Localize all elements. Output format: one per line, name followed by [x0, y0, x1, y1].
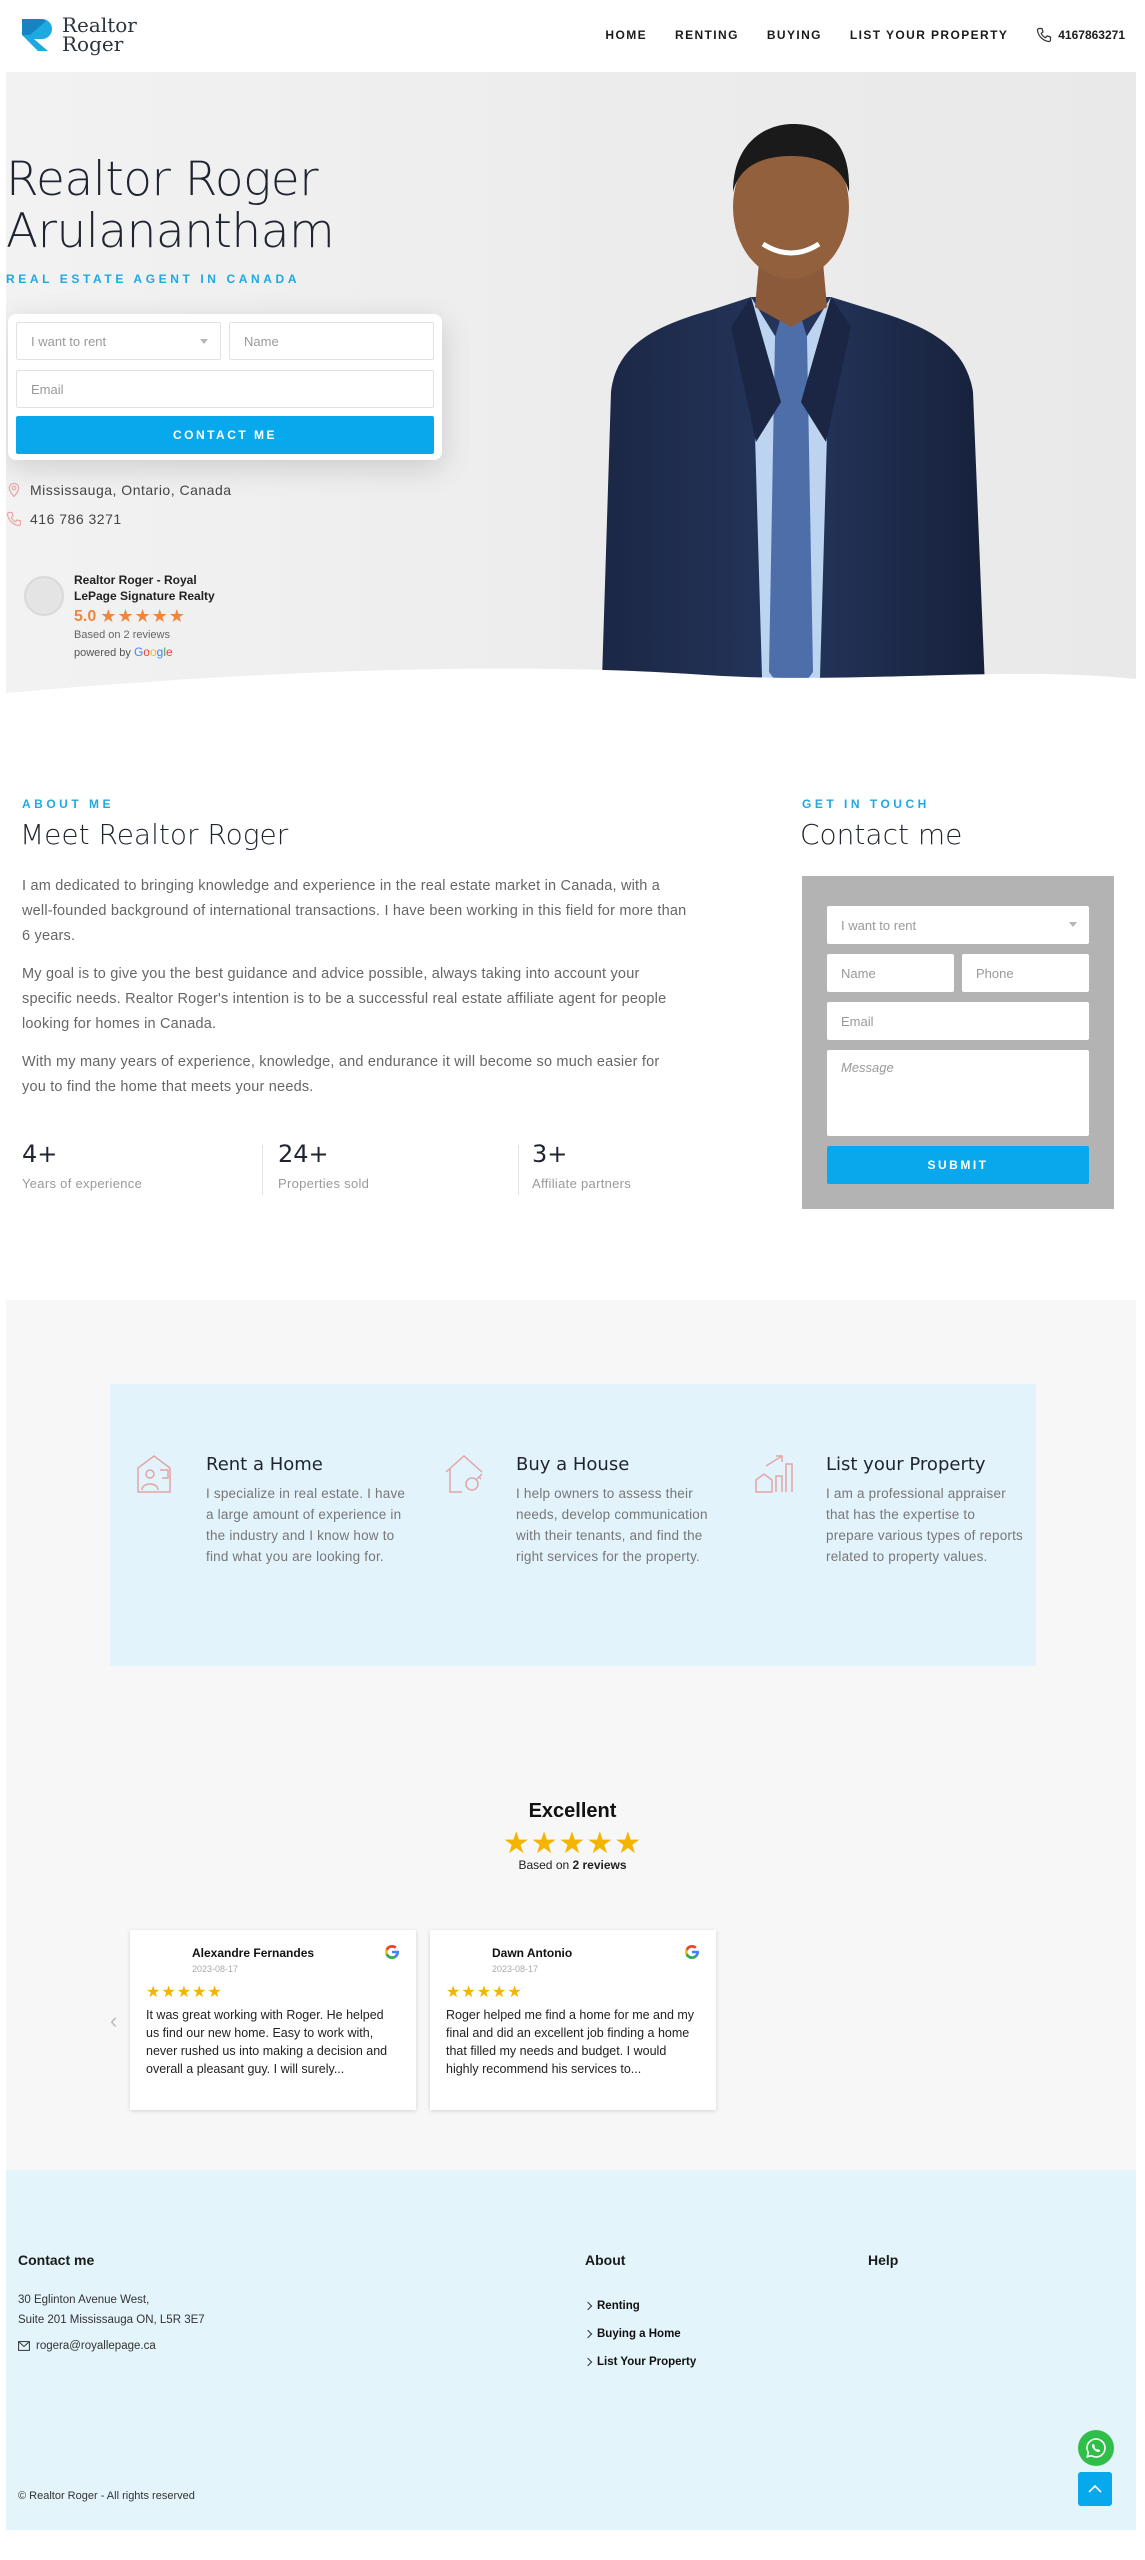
submit-button[interactable]: SUBMIT	[827, 1146, 1089, 1184]
stat-years	[22, 1140, 142, 1191]
phone-icon	[1036, 27, 1052, 43]
google-letter: l	[163, 645, 167, 659]
service-title: Buy a House	[516, 1454, 630, 1475]
footer-link-label: Buying a Home	[597, 2328, 681, 2340]
hero-title	[6, 154, 334, 258]
hero-email-input[interactable]: Email	[16, 370, 434, 408]
google-letter: o	[143, 645, 150, 659]
stat-divider	[518, 1145, 519, 1195]
review-card[interactable]	[130, 1930, 416, 2110]
nav-phone-number: 4167863271	[1058, 28, 1125, 42]
list-property-icon	[752, 1452, 796, 1496]
hero-phone-text: 416 786 3271	[30, 511, 122, 527]
reviews-summary-title: Excellent	[528, 1800, 617, 1822]
about-title: Meet Realtor Roger	[20, 818, 289, 851]
scroll-to-top-button[interactable]	[1078, 2472, 1112, 2506]
badge-score: 5.0	[74, 607, 97, 625]
stat-label: Affiliate partners	[532, 1176, 632, 1191]
stat-number: 4+	[22, 1140, 58, 1168]
site-logo[interactable]	[20, 13, 137, 56]
stat-properties	[278, 1140, 369, 1191]
google-icon	[384, 1944, 400, 1960]
top-navigation	[0, 0, 1145, 72]
stat-label: Properties sold	[278, 1176, 370, 1191]
hero-intent-select[interactable]	[16, 322, 221, 360]
reviews-based-count: 2 reviews	[572, 1858, 627, 1872]
hero-location	[6, 482, 232, 498]
chevron-down-icon	[1069, 922, 1077, 927]
hero-name-input[interactable]: Name	[229, 322, 434, 360]
contact-name-input[interactable]: Name	[827, 954, 954, 992]
google-letter: g	[156, 645, 164, 659]
review-date: 2023-08-17	[492, 1964, 539, 1974]
footer-email[interactable]	[18, 2336, 156, 2356]
service-text: I help owners to assess their needs, develop communication with their tenants, and find the right services for the property.	[516, 1486, 708, 1564]
chevron-up-icon	[1088, 2484, 1102, 2494]
footer-link-renting[interactable]	[585, 2300, 640, 2312]
nav-phone-link[interactable]	[1036, 27, 1125, 43]
service-list	[826, 1454, 1026, 1567]
contact-title: Contact me	[800, 818, 963, 851]
google-letter: e	[166, 645, 173, 659]
footer-help-title: Help	[868, 2252, 899, 2268]
badge-business-name: Realtor Roger - Royal LePage Signature Realty	[74, 573, 215, 603]
stat-number: 3+	[532, 1140, 568, 1168]
contact-message-textarea[interactable]: Message	[827, 1050, 1089, 1136]
contact-phone-input[interactable]: Phone	[962, 954, 1089, 992]
stat-partners	[532, 1140, 631, 1191]
reviews-based-prefix: Based on	[518, 1858, 573, 1872]
service-rent	[206, 1454, 406, 1567]
google-letter: o	[149, 645, 157, 659]
footer-address-line2: Suite 201 Mississauga ON, L5R 3E7	[18, 2314, 205, 2326]
mail-icon	[18, 2341, 30, 2351]
hero-intent-select-value: I want to rent	[31, 333, 107, 349]
hero-phone[interactable]	[6, 511, 122, 527]
hero-contact-form	[8, 314, 442, 460]
chevron-right-icon	[584, 2302, 592, 2310]
about-paragraph: My goal is to give you the best guidance and advice possible, always taking into account your specific needs. Realtor Roger's intention is to be a successful real estate affiliate agent for people looking for homes in Canada.	[22, 966, 667, 1032]
review-text: It was great working with Roger. He helped us find our new home. Easy to work with, never rushed us into making a decision and overall a pleasant guy. I will surely...	[146, 2008, 388, 2076]
whatsapp-icon	[1085, 2437, 1107, 2459]
google-icon	[684, 1944, 700, 1960]
powered-by-text: powered by	[74, 647, 131, 659]
service-title: Rent a Home	[206, 1454, 323, 1475]
services-panel	[110, 1384, 1036, 1666]
service-text: I specialize in real estate. I have a large amount of experience in the industry and I know how to find what you are looking for.	[206, 1486, 406, 1564]
logo-line1: Realtor	[62, 13, 137, 37]
nav-link-buying[interactable]: BUYING	[766, 28, 822, 42]
google-rating-badge[interactable]	[24, 572, 224, 659]
map-pin-icon	[6, 482, 22, 498]
hero-subtitle: REAL ESTATE AGENT IN CANADA	[6, 272, 301, 286]
hero-title-line2: Arulanantham	[6, 204, 335, 259]
about-paragraph: I am dedicated to bringing knowledge and experience in the real estate market in Canada, with a well-founded background of international transactions. I have been working in this field for more than 6 years.	[22, 878, 687, 944]
review-card[interactable]	[430, 1930, 716, 2110]
logo-text	[62, 13, 137, 56]
reviewer-name: Alexandre Fernandes	[192, 1946, 315, 1960]
about-eyebrow: ABOUT ME	[22, 797, 114, 811]
footer-link-label: Renting	[597, 2300, 640, 2312]
chevron-right-icon	[584, 2330, 592, 2338]
footer-link-label: List Your Property	[597, 2356, 697, 2368]
service-text: I am a professional appraiser that has the expertise to prepare various types of reports related to property values.	[826, 1486, 1023, 1564]
hero-title-line1: Realtor Roger	[6, 152, 319, 207]
about-paragraph: With my many years of experience, knowledge, and endurance it will become so much easier for you to find the home that meets your needs.	[22, 1054, 660, 1095]
stat-label: Years of experience	[22, 1176, 143, 1191]
nav-links	[605, 27, 1125, 43]
service-buy	[516, 1454, 716, 1567]
footer-about-title: About	[585, 2252, 626, 2268]
footer-copyright: © Realtor Roger - All rights reserved	[18, 2490, 195, 2502]
chevron-right-icon	[584, 2358, 592, 2366]
review-stars: ★★★★★	[446, 1984, 523, 2001]
google-letter: G	[133, 645, 144, 659]
footer-address	[18, 2290, 205, 2330]
stat-number: 24+	[278, 1140, 329, 1168]
contact-intent-select-value: I want to rent	[841, 917, 917, 933]
review-date: 2023-08-17	[192, 1964, 239, 1974]
nav-link-list-property[interactable]: LIST YOUR PROPERTY	[849, 28, 1009, 42]
badge-review-count: Based on 2 reviews	[74, 629, 170, 641]
logo-r-icon	[20, 17, 56, 53]
badge-stars: ★★★★★	[100, 606, 186, 626]
contact-me-button[interactable]: CONTACT ME	[16, 416, 434, 454]
contact-eyebrow: GET IN TOUCH	[802, 797, 930, 811]
stat-divider	[262, 1145, 263, 1195]
hero-location-text: Mississauga, Ontario, Canada	[30, 482, 232, 498]
rent-home-icon	[132, 1452, 176, 1496]
review-text: Roger helped me find a home for me and my final and did an excellent job finding a home that filled my needs and budget. I would highly recommend his services to...	[446, 2008, 695, 2076]
reviews-summary-stars: ★★★★★	[502, 1827, 643, 1860]
review-stars: ★★★★★	[146, 1984, 223, 2001]
nav-link-home[interactable]: HOME	[605, 28, 648, 42]
reviews-summary-count	[0, 1858, 1145, 1872]
reviewer-name: Dawn Antonio	[492, 1946, 573, 1960]
phone-icon	[6, 511, 22, 527]
footer-contact-title: Contact me	[18, 2252, 95, 2268]
footer-address-line1: 30 Eglinton Avenue West,	[18, 2294, 150, 2306]
hero-wave-divider	[6, 653, 1136, 712]
agent-portrait	[581, 112, 1001, 712]
contact-email-input[interactable]: Email	[827, 1002, 1089, 1040]
hero-section	[6, 72, 1136, 712]
nav-link-renting[interactable]: RENTING	[675, 28, 739, 42]
whatsapp-button[interactable]	[1078, 2430, 1114, 2466]
contact-intent-select[interactable]	[827, 906, 1089, 944]
contact-form	[802, 876, 1114, 1209]
service-title: List your Property	[826, 1454, 986, 1475]
carousel-prev-arrow[interactable]: ‹	[110, 2008, 118, 2033]
chevron-down-icon	[200, 339, 208, 344]
buy-house-icon	[442, 1452, 486, 1496]
footer-link-buying[interactable]	[585, 2328, 681, 2340]
logo-line2: Roger	[62, 32, 124, 56]
footer-email-text: rogera@royallepage.ca	[36, 2340, 156, 2352]
avatar	[24, 576, 64, 616]
site-footer	[6, 2170, 1136, 2530]
footer-link-list-property[interactable]	[585, 2356, 696, 2368]
